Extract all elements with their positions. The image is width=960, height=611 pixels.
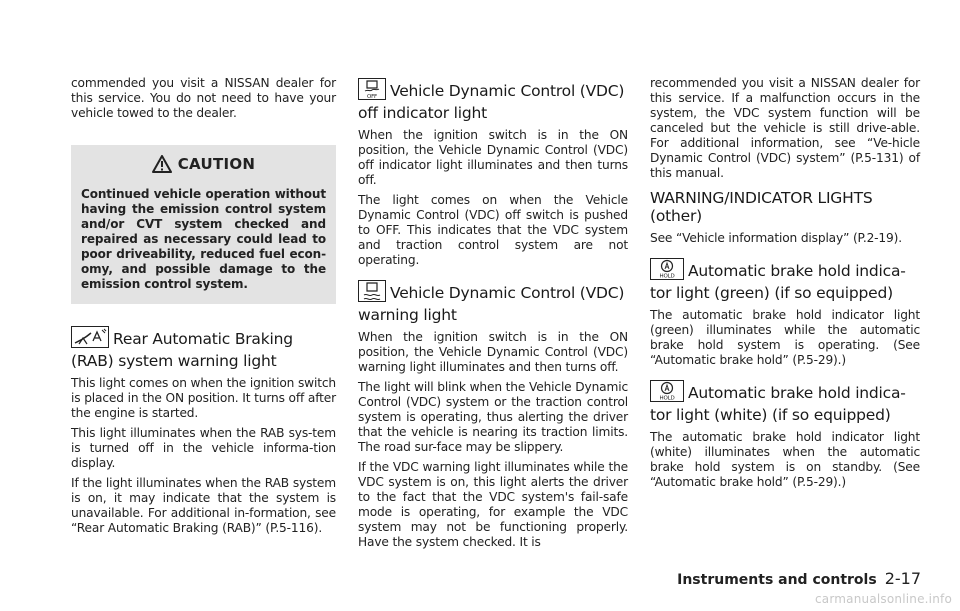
- column-2: [358, 76, 628, 555]
- svg-text:OFF: OFF: [366, 94, 378, 100]
- rab-heading: [71, 326, 336, 370]
- vdc-off-paragraph-1: When the ignition switch is in the ON position, the Vehicle Dynamic Control (VDC) off indicator light illuminates and then turns off.: [358, 128, 628, 187]
- rab-paragraph-2: This light illuminates when the RAB sys-tem is turned off in the vehicle informa-tion display.: [71, 426, 336, 470]
- footer-section-title: Instruments and controls: [677, 572, 877, 588]
- vdc-off-icon: [358, 78, 386, 104]
- continued-paragraph: recommended you visit a NISSAN dealer for this service. If a malfunction occurs in the system, the VDC system function will be canceled but the vehicle is still drive-able. For additional information, see “Ve-hicle Dynamic Control (VDC) system” (P.5-131) of this manual.: [650, 76, 920, 180]
- column-3: [650, 76, 920, 495]
- vdc-off-paragraph-2: The light comes on when the Vehicle Dynamic Control (VDC) off switch is pushed to OFF. This indicates that the VDC system and traction control system are not operating.: [358, 193, 628, 267]
- vdc-warning-heading: [358, 280, 628, 324]
- vdc-off-heading: [358, 78, 628, 122]
- vdc-warning-paragraph-3: If the VDC warning light illuminates while the VDC system is on, this light alerts the driver to the fact that the VDC system's fail-safe mode is operating, for example the VDC system may not be functioning properly. Have the system checked. It is: [358, 460, 628, 549]
- intro-paragraph: commended you visit a NISSAN dealer for this service. You do not need to have your vehicle towed to the dealer.: [71, 76, 336, 120]
- caution-heading: [81, 155, 326, 173]
- abh-white-heading: [650, 380, 920, 424]
- automatic-brake-hold-icon: [650, 258, 684, 284]
- rab-paragraph-1: This light comes on when the ignition switch is placed in the ON position. It turns off after the engine is started.: [71, 376, 336, 420]
- watermark: carmanualsonline.info: [815, 592, 952, 606]
- rab-heading-text: Rear Automatic Braking (RAB) system warning light: [71, 330, 293, 370]
- caution-box: [71, 145, 336, 304]
- caution-title: CAUTION: [177, 155, 256, 173]
- automatic-brake-hold-icon: [650, 380, 684, 406]
- warning-indicator-other-paragraph: See “Vehicle information display” (P.2-19).: [650, 231, 902, 245]
- vdc-warning-icon: [358, 280, 386, 306]
- vdc-warning-paragraph-2: The light will blink when the Vehicle Dynamic Control (VDC) system or the traction control system is operating, thus alerting the driver that the vehicle is nearing its traction limits. The road sur-face may be slippery.: [358, 380, 628, 454]
- svg-text:HOLD: HOLD: [659, 273, 675, 280]
- svg-text:HOLD: HOLD: [659, 395, 675, 402]
- vdc-warning-paragraph-1: When the ignition switch is in the ON position, the Vehicle Dynamic Control (VDC) warning light illuminates and then turns off.: [358, 330, 628, 374]
- column-1: [71, 76, 336, 541]
- abh-green-heading: [650, 258, 920, 302]
- abh-green-paragraph: The automatic brake hold indicator light (green) illuminates while the automatic brake hold system is operating. (See “Automatic brake hold” (P.5-29).): [650, 308, 920, 367]
- vdc-warning-heading-text: Vehicle Dynamic Control (VDC) warning light: [358, 284, 625, 324]
- footer-page-number: 2-17: [884, 569, 921, 588]
- rear-automatic-braking-icon: [71, 326, 109, 352]
- caution-text: Continued vehicle operation without having the emission control system and/or CVT system checked and repaired as necessary could lead to poor driveability, reduced fuel econ-omy, and possible damage to the emission control system.: [81, 187, 326, 291]
- abh-green-heading-text: Automatic brake hold indica-tor light (green) (if so equipped): [650, 262, 906, 302]
- warning-indicator-other-heading: WARNING/INDICATOR LIGHTS (other): [650, 189, 873, 225]
- abh-white-paragraph: The automatic brake hold indicator light (white) illuminates when the automatic brake hold system is on standby. (See “Automatic brake hold” (P.5-29).): [650, 430, 920, 489]
- abh-white-heading-text: Automatic brake hold indica-tor light (white) (if so equipped): [650, 384, 906, 424]
- caution-triangle-icon: [152, 155, 172, 173]
- vdc-off-heading-text: Vehicle Dynamic Control (VDC) off indicator light: [358, 82, 625, 122]
- rab-paragraph-3: If the light illuminates when the RAB system is on, it may indicate that the system is unavailable. For additional in-formation, see “Rear Automatic Braking (RAB)” (P.5-116).: [71, 476, 336, 535]
- page-footer: [651, 569, 921, 588]
